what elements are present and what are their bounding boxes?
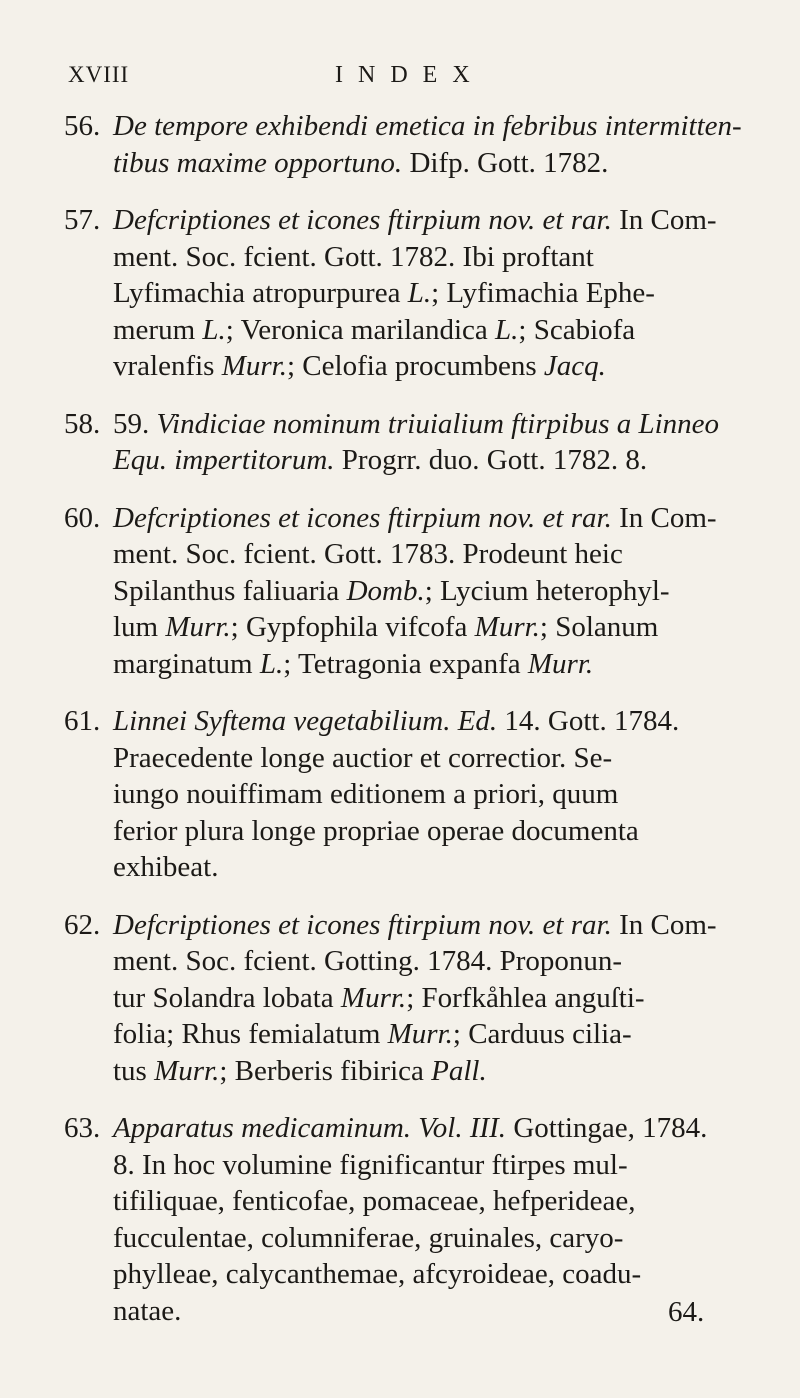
page-number: XVIII (68, 62, 130, 87)
roman-text: tus (113, 1054, 155, 1087)
entry-line (113, 145, 760, 182)
roman-text: folia; Rhus femialatum (113, 1018, 388, 1050)
roman-text: ; Lycium heterophyl- (424, 574, 670, 607)
italic-text: Murr. (387, 1018, 453, 1050)
entry-line (113, 442, 760, 479)
index-entry (0, 703, 800, 886)
entry-line (113, 1183, 760, 1220)
italic-text: Murr. (340, 981, 407, 1014)
roman-text: ferior plura longe propriae operae documenta (113, 814, 639, 847)
roman-text: ; Veronica marilandica (225, 313, 496, 346)
index-entry (0, 500, 800, 683)
index-entry (0, 907, 800, 1090)
entry-line (113, 1293, 760, 1330)
entry-line (113, 1220, 760, 1257)
roman-text: 59. (113, 407, 157, 440)
italic-text: L. (407, 277, 432, 309)
entry-line (113, 312, 760, 349)
entry-line (113, 406, 760, 443)
roman-text: ment. Soc. fcient. Gott. 1782. Ibi proftant (113, 240, 594, 273)
roman-text: iungo nouiffimam editionem a priori, quum (113, 778, 619, 810)
index-entry (0, 406, 800, 479)
entry-line (113, 500, 760, 537)
italic-text: Jacq. (543, 350, 606, 382)
entry-line (113, 1110, 760, 1147)
entry-line (113, 1016, 760, 1053)
entry-line (113, 776, 760, 813)
roman-text: ment. Soc. fcient. Gotting. 1784. Proponun- (113, 945, 623, 977)
roman-text: ; Forfkåhlea anguſti- (406, 981, 645, 1014)
roman-text: ; Berberis fibirica (219, 1054, 432, 1087)
entry-number: 58. (64, 407, 101, 440)
italic-text: L. (495, 313, 519, 346)
italic-text: Defcriptiones et icones ftirpium nov. et rar. (113, 204, 612, 236)
roman-text: lum (113, 611, 166, 643)
roman-text: In Com- (611, 501, 717, 534)
italic-text: Murr. (154, 1054, 220, 1087)
entry-number: 56. (64, 110, 101, 142)
roman-text: ; Carduus cilia- (452, 1018, 632, 1050)
roman-text: ; Celofia procumbens (286, 350, 544, 382)
index-entries (0, 108, 800, 1350)
italic-text: Domb. (346, 574, 425, 607)
italic-text: L. (259, 647, 284, 680)
italic-text: tibus maxime opportuno. (113, 146, 403, 179)
roman-text: Gottingae, 1784. (506, 1112, 708, 1144)
entry-number: 57. (64, 204, 101, 236)
entry-line (113, 1053, 760, 1090)
roman-text: tur Solandra lobata (113, 981, 341, 1014)
entry-line (113, 849, 760, 886)
italic-text: Equ. impertitorum. (113, 444, 335, 476)
entry-line (113, 1147, 760, 1184)
index-entry (0, 108, 800, 181)
index-entry (0, 202, 800, 385)
roman-text: ment. Soc. fcient. Gott. 1783. Prodeunt heic (113, 538, 623, 570)
roman-text: ; Lyfimachia Ephe- (431, 277, 655, 309)
roman-text: merum (113, 313, 203, 346)
roman-text: exhibeat. (113, 851, 219, 883)
roman-text: Progrr. duo. Gott. 1782. 8. (334, 444, 648, 476)
roman-text: vralenfis (113, 350, 222, 382)
entry-line (113, 275, 760, 312)
entry-number: 63. (64, 1112, 101, 1144)
italic-text: Murr. (527, 647, 594, 680)
entry-line (113, 1256, 760, 1293)
italic-text: Linnei Syftema vegetabilium. Ed. (113, 705, 498, 737)
roman-text: ; Solanum (539, 611, 659, 643)
italic-text: L. (202, 313, 226, 346)
entry-line (113, 573, 760, 610)
italic-text: Pall. (431, 1054, 487, 1087)
entry-line (113, 348, 760, 385)
roman-text: ; Tetragonia expanfa (283, 647, 528, 680)
italic-text: Murr. (221, 350, 287, 382)
entry-number: 61. (64, 705, 101, 737)
roman-text: 8. In hoc volumine fignificantur ftirpes mul- (113, 1148, 628, 1181)
entry-line (113, 907, 760, 944)
entry-line (113, 980, 760, 1017)
roman-text: fucculentae, columniferae, gruinales, caryo- (113, 1221, 624, 1254)
entry-line (113, 943, 760, 980)
entry-line (113, 609, 760, 646)
italic-text: Apparatus medicaminum. Vol. III. (113, 1112, 507, 1144)
roman-text: marginatum (113, 647, 260, 680)
italic-text: Murr. (474, 611, 540, 643)
roman-text: phylleae, calycanthemae, afcyroideae, coadu- (113, 1258, 642, 1290)
catchword: 64. (668, 1296, 705, 1328)
entry-line (113, 239, 760, 276)
roman-text: 14. Gott. 1784. (497, 705, 680, 737)
entry-line (113, 536, 760, 573)
entry-line (113, 740, 760, 777)
roman-text: tifiliquae, fenticofae, pomaceae, hefperideae, (113, 1185, 636, 1217)
roman-text: natae. (113, 1294, 182, 1327)
entry-line (113, 646, 760, 683)
entry-line (113, 108, 760, 145)
roman-text: ; Scabiofa (518, 313, 636, 346)
roman-text: Lyfimachia atropurpurea (113, 277, 408, 309)
roman-text: In Com- (611, 908, 717, 941)
italic-text: Defcriptiones et icones ftirpium nov. et rar. (113, 501, 612, 534)
roman-text: In Com- (611, 204, 717, 236)
roman-text: Difp. Gott. 1782. (402, 146, 609, 179)
roman-text: ; Gypfophila vifcofa (230, 611, 475, 643)
roman-text: Spilanthus faliuaria (113, 574, 347, 607)
entry-number: 60. (64, 501, 101, 534)
page-header (0, 62, 800, 96)
running-title: INDEX (335, 62, 485, 88)
roman-text: Praecedente longe auctior et correctior. Se- (113, 741, 613, 774)
entry-line (113, 703, 760, 740)
italic-text: Vindiciae nominum triuialium ftirpibus a Linneo (156, 407, 720, 440)
italic-text: Defcriptiones et icones ftirpium nov. et rar. (113, 908, 612, 941)
entry-line (113, 202, 760, 239)
italic-text: Murr. (165, 611, 231, 643)
entry-line (113, 813, 760, 850)
entry-number: 62. (64, 908, 101, 941)
italic-text: De tempore exhibendi emetica in febribus intermitten- (113, 110, 742, 142)
